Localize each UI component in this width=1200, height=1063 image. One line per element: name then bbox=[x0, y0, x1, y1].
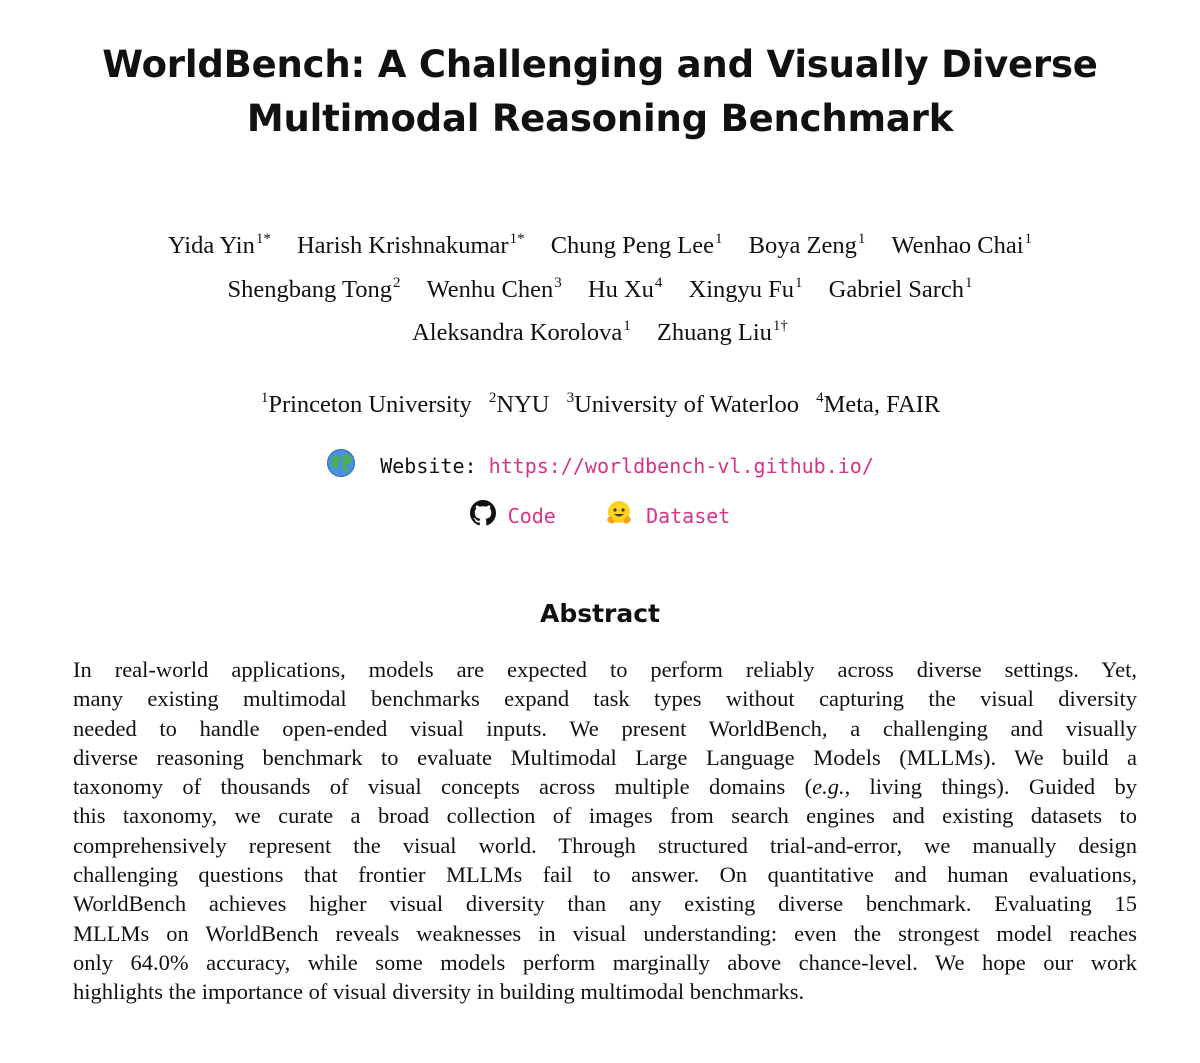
affiliation-list bbox=[0, 388, 1200, 425]
affiliation-mark: 1 bbox=[795, 274, 803, 291]
hugging-face-icon[interactable] bbox=[604, 498, 634, 533]
affiliation-name: NYU bbox=[496, 391, 550, 418]
affiliation-mark: 1 bbox=[857, 231, 866, 247]
affiliation bbox=[260, 388, 472, 425]
affiliation-mark: 1 bbox=[260, 390, 269, 406]
author bbox=[297, 226, 525, 270]
affiliation-name: University of Waterloo bbox=[574, 391, 799, 418]
affiliation bbox=[815, 388, 940, 425]
author-name: Shengbang Tong bbox=[227, 275, 392, 303]
author bbox=[168, 226, 271, 270]
website-label: Website: bbox=[380, 454, 477, 478]
abstract-line: challenging questions that frontier MLLMs fail to answer. On quantitative and human evaluations, bbox=[73, 862, 1137, 888]
author-name: Chung Peng Lee bbox=[550, 232, 715, 259]
website-link[interactable]: https://worldbench-vl.github.io/ bbox=[488, 454, 874, 478]
affiliation-mark: 4 bbox=[816, 390, 824, 406]
author-name: Gabriel Sarch bbox=[828, 275, 965, 303]
title-line-1: WorldBench: A Challenging and Visually Diverse bbox=[102, 43, 1098, 86]
author-name: Zhuang Liu bbox=[656, 319, 772, 346]
author bbox=[412, 313, 631, 357]
abstract-line: highlights the importance of visual diversity in building multimodal benchmarks. bbox=[73, 979, 805, 1005]
abstract-heading: Abstract bbox=[539, 599, 661, 628]
author-row-1 bbox=[0, 226, 1200, 270]
author-name: Aleksandra Korolova bbox=[412, 319, 623, 346]
website-line bbox=[0, 450, 1200, 485]
author bbox=[657, 313, 788, 357]
affiliation-mark: 1* bbox=[255, 231, 271, 247]
affiliation-mark: 1† bbox=[772, 318, 788, 334]
author-name: Yida Yin bbox=[167, 232, 255, 259]
affiliation-mark: 2 bbox=[488, 390, 497, 406]
author bbox=[891, 226, 1032, 270]
affiliation-mark: 3 bbox=[566, 390, 575, 406]
author-name: Wenhao Chai bbox=[891, 232, 1024, 259]
author-name: Hu Xu bbox=[587, 275, 654, 303]
author bbox=[427, 270, 562, 314]
abstract-line: many existing multimodal benchmarks expand task types without capturing the visual diversity bbox=[73, 686, 1137, 712]
affiliation-mark: 1 bbox=[715, 231, 723, 247]
abstract-fragment: , living things). Guided by bbox=[844, 774, 1137, 800]
author bbox=[551, 226, 723, 270]
affiliation-mark: 3 bbox=[554, 274, 562, 291]
author-name: Boya Zeng bbox=[748, 232, 857, 259]
abstract-line: diverse reasoning benchmark to evaluate Multimodal Large Language Models (MLLMs). We build a bbox=[73, 744, 1137, 770]
affiliation-name: Meta, FAIR bbox=[823, 391, 941, 418]
author-list bbox=[0, 226, 1200, 357]
abstract-line: WorldBench achieves higher visual diversity than any existing diverse benchmark. Evaluating 15 bbox=[73, 891, 1137, 917]
abstract-fragment: taxonomy of thousands of visual concepts across multiple domains ( bbox=[73, 774, 813, 800]
affiliation-mark: 1* bbox=[509, 231, 525, 247]
title-line-2: Multimodal Reasoning Benchmark bbox=[246, 97, 954, 140]
code-dataset-line bbox=[0, 500, 1200, 535]
affiliation-mark: 4 bbox=[654, 274, 663, 291]
affiliation-name: Princeton University bbox=[268, 391, 472, 418]
author-name: Harish Krishnakumar bbox=[296, 232, 509, 259]
abstract-line: needed to handle open-ended visual inputs. We present WorldBench, a challenging and visually bbox=[73, 715, 1137, 741]
affiliation bbox=[488, 388, 550, 425]
abstract-line bbox=[73, 772, 1137, 801]
author-name: Wenhu Chen bbox=[426, 275, 554, 303]
author bbox=[227, 270, 400, 314]
affiliation-mark: 1 bbox=[1024, 231, 1033, 247]
dataset-link[interactable]: Dataset bbox=[646, 504, 731, 528]
affiliation-mark: 2 bbox=[393, 274, 401, 291]
author bbox=[829, 270, 973, 314]
abstract-line: only 64.0% accuracy, while some models perform marginally above chance-level. We hope our work bbox=[73, 949, 1137, 975]
abstract-text bbox=[73, 655, 1137, 1007]
code-link[interactable]: Code bbox=[507, 504, 556, 528]
affiliation-mark: 1 bbox=[623, 318, 631, 334]
abstract-line: MLLMs on WorldBench reveals weaknesses in visual understanding: even the strongest model reaches bbox=[73, 920, 1137, 946]
author bbox=[749, 226, 866, 270]
globe-icon bbox=[326, 448, 356, 483]
abstract-line: In real-world applications, models are expected to perform reliably across diverse settings. Yet, bbox=[73, 657, 1137, 682]
abstract-emphasis: e.g. bbox=[812, 774, 845, 800]
author-row-3 bbox=[0, 313, 1200, 357]
github-icon[interactable] bbox=[470, 500, 496, 531]
abstract-line: this taxonomy, we curate a broad collection of images from search engines and existing datasets to bbox=[73, 803, 1137, 829]
author bbox=[689, 270, 803, 314]
affiliation-mark: 1 bbox=[965, 274, 973, 291]
abstract-line: comprehensively represent the visual world. Through structured trial-and-error, we manually design bbox=[73, 832, 1137, 858]
author bbox=[588, 270, 663, 314]
affiliation bbox=[566, 388, 799, 425]
author-name: Xingyu Fu bbox=[688, 275, 795, 303]
paper-title bbox=[0, 38, 1200, 146]
author-row-2 bbox=[0, 270, 1200, 314]
